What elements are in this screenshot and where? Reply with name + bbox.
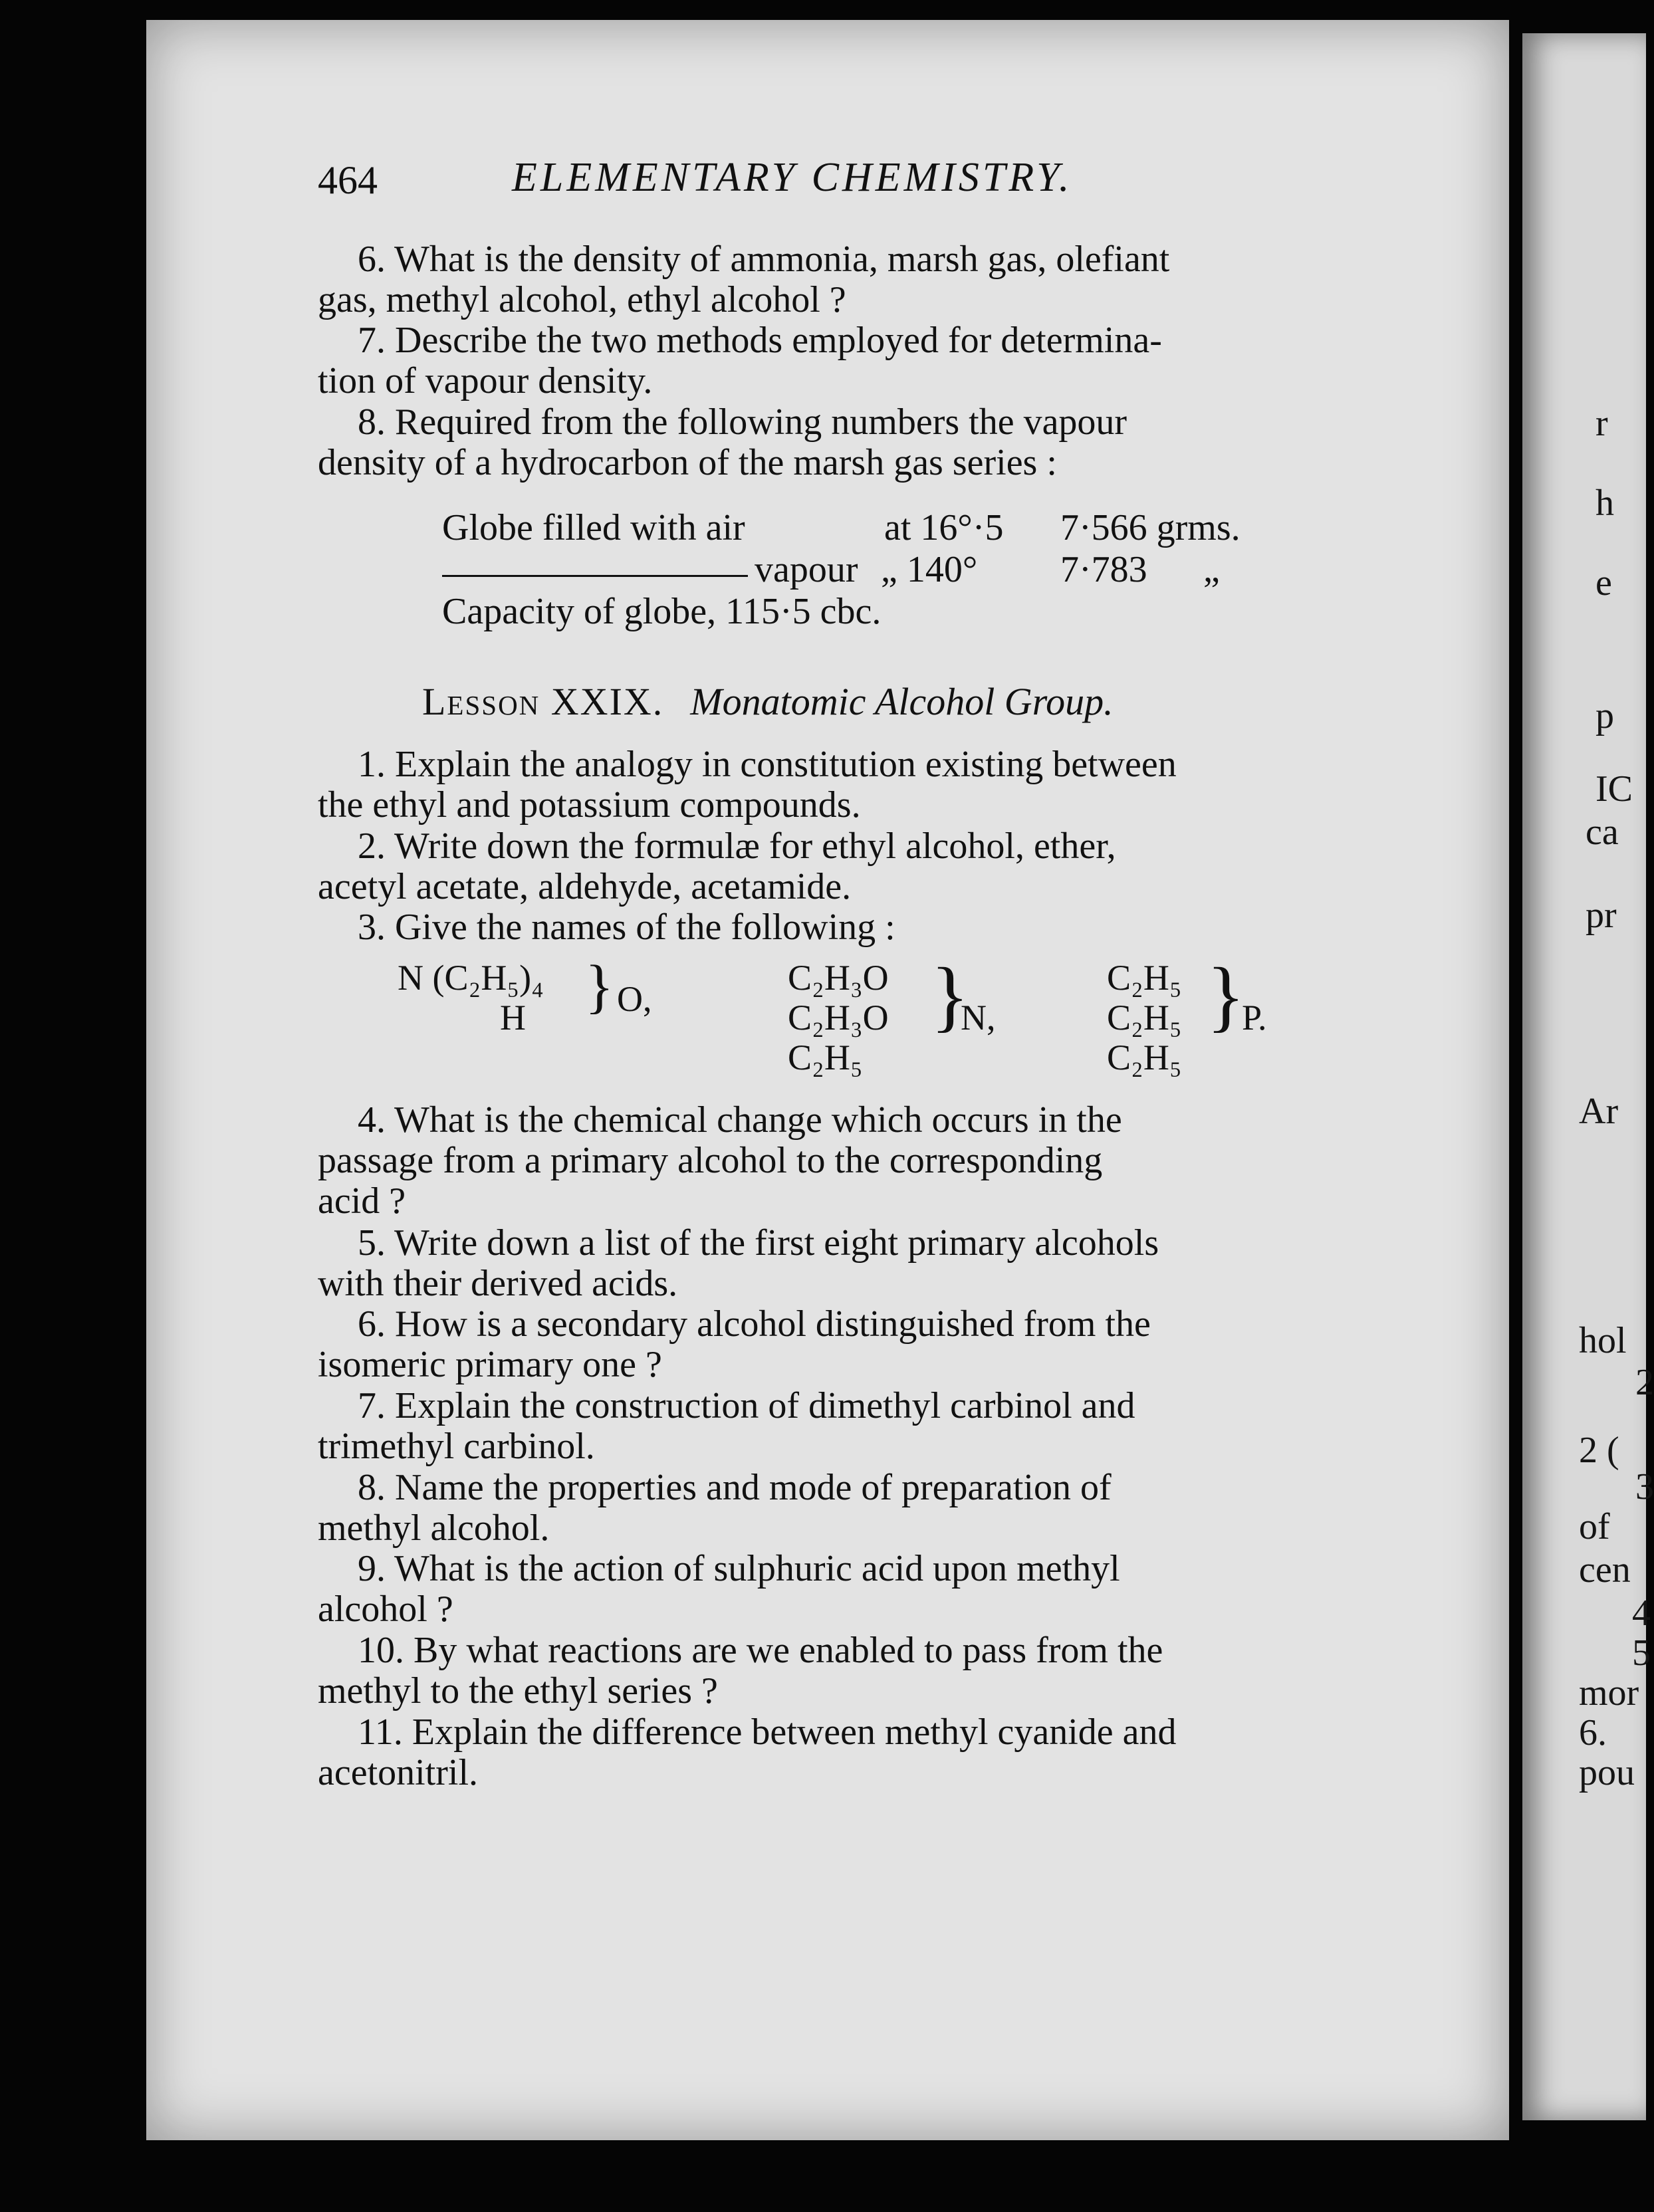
facing-fragment: r	[1595, 403, 1608, 444]
question-line: tion of vapour density.	[318, 360, 653, 401]
formula-3-line: C₂H₅	[1107, 1038, 1182, 1077]
question-line: 8. Required from the following numbers the vapour	[358, 401, 1127, 443]
formula-3-line: C₂H₅	[1107, 998, 1182, 1038]
question-8-top	[318, 402, 1365, 483]
question-line: density of a hydrocarbon of the marsh gas series :	[318, 442, 1057, 483]
formula-1-bottom: H	[500, 998, 526, 1038]
table-row-vapour-unit: „	[1203, 549, 1220, 590]
facing-fragment: 2	[1635, 1362, 1654, 1403]
facing-fragment: hol	[1579, 1320, 1627, 1361]
question-line: 7. Explain the construction of dimethyl carbinol and	[358, 1385, 1135, 1426]
question-line: 8. Name the properties and mode of preparation of	[358, 1467, 1112, 1508]
table-row-vapour-value: 7·783	[1060, 549, 1147, 590]
formula-1-suffix: O,	[617, 979, 652, 1019]
question-line: acetyl acetate, aldehyde, acetamide.	[318, 866, 852, 907]
facing-fragment: of	[1579, 1506, 1610, 1547]
question-line: 10. By what reactions are we enabled to pass from the	[358, 1630, 1163, 1671]
question-line: acetonitril.	[318, 1752, 479, 1793]
table-row-air-temp: at 16°·5	[884, 507, 1004, 548]
facing-fragment: 3	[1635, 1466, 1654, 1507]
question-line: 6. How is a secondary alcohol distinguished from the	[358, 1303, 1151, 1345]
question-1	[318, 744, 1365, 826]
question-11	[318, 1712, 1365, 1793]
question-line: 11. Explain the difference between methyl cyanide and	[358, 1712, 1177, 1753]
question-7	[318, 1386, 1365, 1467]
question-10	[318, 1630, 1365, 1712]
facing-fragment: mor	[1579, 1672, 1639, 1714]
table-row-vapour-temp: „ 140°	[881, 549, 978, 590]
question-line: acid ?	[318, 1180, 406, 1222]
question-line: gas, methyl alcohol, ethyl alcohol ?	[318, 279, 846, 320]
question-line: isomeric primary one ?	[318, 1344, 662, 1385]
facing-fragment: ca	[1586, 812, 1619, 853]
running-title: ELEMENTARY CHEMISTRY.	[512, 155, 1073, 200]
formula-2-suffix: N,	[961, 998, 996, 1038]
lesson-heading	[422, 679, 1114, 724]
formula-2-line: C₂H₃O	[788, 998, 889, 1038]
question-4	[318, 1100, 1365, 1222]
question-line: methyl to the ethyl series ?	[318, 1670, 718, 1712]
facing-fragment: cen	[1579, 1549, 1631, 1591]
lesson-number: Lesson XXIX.	[422, 680, 664, 723]
formula-2-line: C₂H₃O	[788, 958, 889, 998]
question-6-top	[318, 239, 1365, 320]
facing-fragment: pou	[1579, 1752, 1635, 1793]
question-line: 2. Write down the formulæ for ethyl alcohol, ether,	[358, 826, 1116, 867]
table-row-air-value: 7·566 grms.	[1060, 507, 1240, 548]
lesson-title: Monatomic Alcohol Group.	[690, 680, 1114, 723]
question-line: 3. Give the names of the following :	[358, 907, 895, 948]
facing-fragment: 2 (	[1579, 1430, 1619, 1471]
formula-3-suffix: P.	[1242, 998, 1267, 1038]
question-line: passage from a primary alcohol to the corresponding	[318, 1140, 1103, 1181]
table-row-capacity: Capacity of globe, 115·5 cbc.	[442, 591, 882, 632]
question-6	[318, 1304, 1365, 1385]
formula-1-top: N (C₂H₅)₄	[398, 958, 544, 998]
formula-2-line: C₂H₅	[788, 1038, 863, 1077]
question-line: trimethyl carbinol.	[318, 1426, 595, 1467]
facing-fragment: IC	[1595, 768, 1633, 810]
brace: }	[931, 951, 969, 1040]
facing-fragment: 6.	[1579, 1712, 1607, 1753]
question-line: 6. What is the density of ammonia, marsh gas, olefiant	[358, 239, 1170, 280]
facing-fragment: e	[1595, 562, 1612, 604]
question-7-top	[318, 320, 1365, 401]
question-5	[318, 1223, 1365, 1304]
facing-fragment: pr	[1586, 895, 1617, 936]
ditto-rule	[442, 575, 748, 577]
page-number: 464	[318, 158, 378, 202]
table-row-air-label: Globe filled with air	[442, 507, 745, 548]
facing-fragment: Ar	[1579, 1091, 1619, 1132]
formula-3-line: C₂H₅	[1107, 958, 1182, 998]
question-line: 5. Write down a list of the first eight primary alcohols	[358, 1222, 1159, 1264]
question-line: with their derived acids.	[318, 1263, 678, 1304]
facing-fragment: 5	[1632, 1632, 1651, 1674]
facing-fragment: p	[1595, 695, 1614, 736]
brace: }	[1207, 951, 1245, 1040]
brace: }	[585, 954, 614, 1020]
facing-page-edge	[1522, 33, 1646, 2120]
question-line: the ethyl and potassium compounds.	[318, 784, 861, 826]
question-line: 1. Explain the analogy in constitution existing between	[358, 744, 1177, 785]
question-3	[318, 907, 1365, 948]
question-line: 9. What is the action of sulphuric acid upon methyl	[358, 1548, 1120, 1589]
question-line: 7. Describe the two methods employed for determina-	[358, 320, 1162, 361]
question-2	[318, 826, 1365, 907]
question-9	[318, 1549, 1365, 1630]
facing-fragment: 4	[1632, 1593, 1651, 1634]
question-line: 4. What is the chemical change which occurs in the	[358, 1099, 1122, 1141]
question-8	[318, 1468, 1365, 1549]
question-line: methyl alcohol.	[318, 1507, 550, 1549]
table-row-vapour-label: vapour	[755, 549, 858, 590]
facing-fragment: h	[1595, 483, 1614, 524]
question-line: alcohol ?	[318, 1589, 453, 1630]
